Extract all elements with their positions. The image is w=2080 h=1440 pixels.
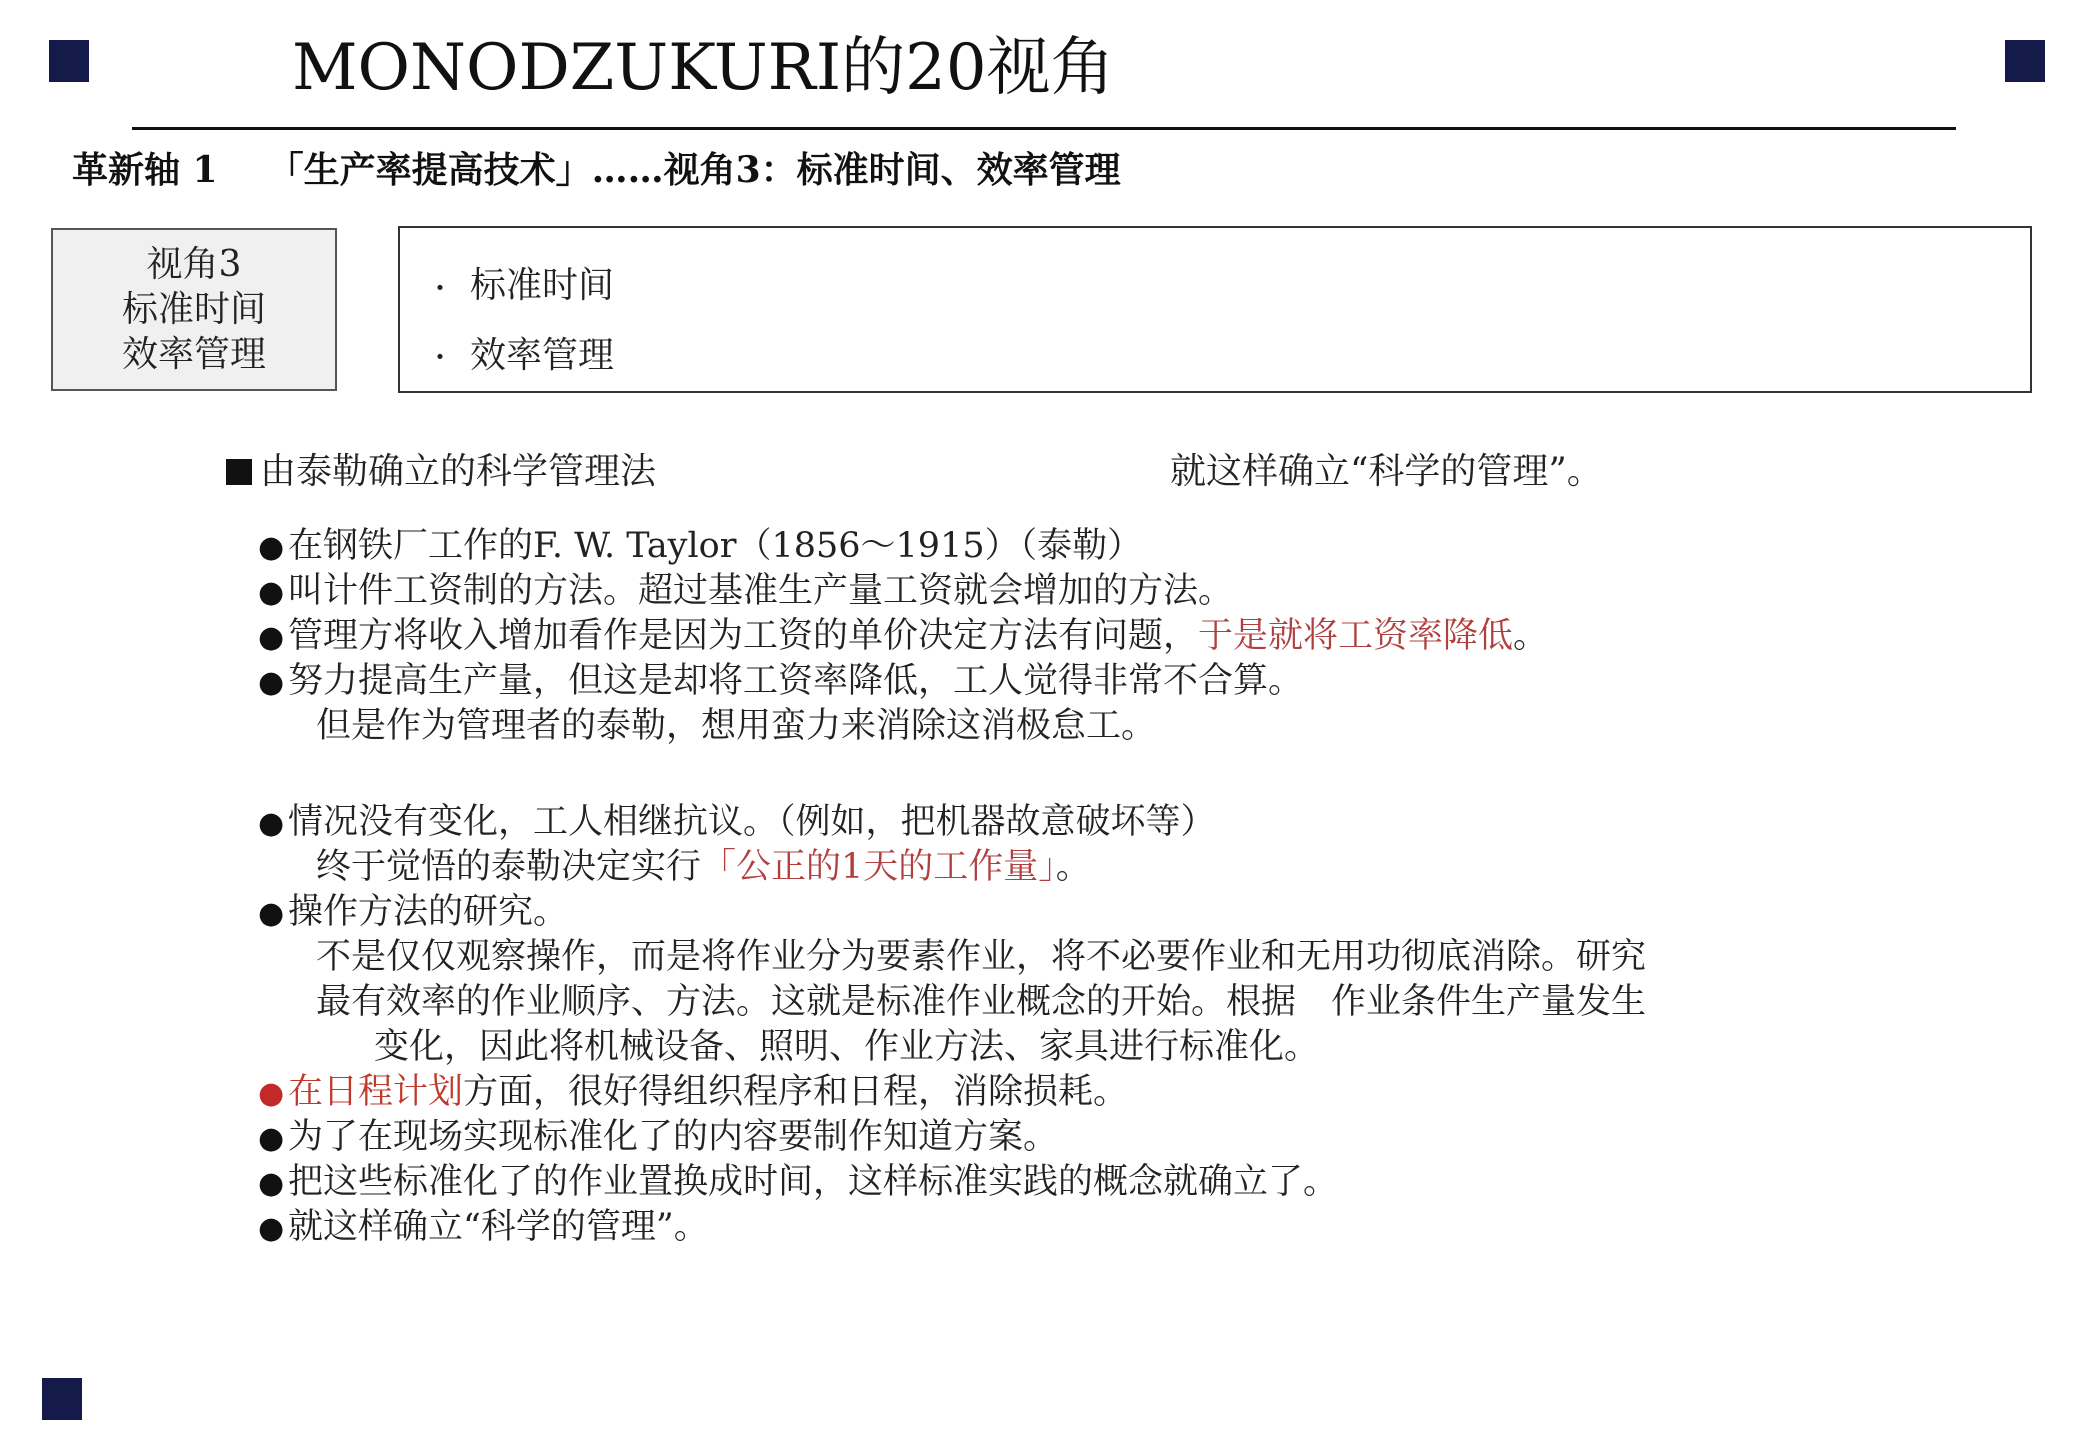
bullet-icon: ● [258, 1211, 285, 1246]
bullet-icon: ● [258, 1121, 285, 1156]
view-label-line-1: 视角3 [146, 244, 242, 285]
bullet-icon: ● [258, 1076, 285, 1111]
bullet-icon: ● [258, 575, 285, 610]
view-label-box [51, 228, 337, 391]
title-divider [132, 127, 1956, 130]
body-line: ● 为了在现场实现标准化了的内容要制作知道方案。 [258, 1115, 1058, 1161]
section-note: 就这样确立“科学的管理”。 [1170, 451, 1603, 492]
key-point [426, 322, 2030, 392]
body-line: ● 操作方法的研究。 [258, 890, 568, 936]
point-bullet: ・ [426, 271, 455, 305]
key-point-text: 标准时间 [470, 265, 615, 306]
body-line: ● 叫计件工资制的方法。超过基准生产量工资就会增加的方法。 [258, 569, 1233, 615]
body-line: 最有效率的作业顺序、方法。这就是标准作业概念的开始。根据 作业条件生产量发生 [316, 982, 1647, 1022]
body-line: ● 把这些标准化了的作业置换成时间，这样标准实践的概念就确立了。 [258, 1160, 1338, 1206]
subtitle-axis: 革新轴 1 [72, 149, 218, 191]
point-bullet: ・ [426, 341, 455, 374]
bullet-icon: ● [258, 896, 285, 931]
body-line: 终于觉悟的泰勒决定实行「公正的1天的工作量」。 [316, 847, 1091, 887]
body-line: ● 情况没有变化，工人相继抗议。（例如，把机器故意破坏等） [258, 800, 1216, 846]
body-line: ● 就这样确立“科学的管理”。 [258, 1205, 709, 1251]
bullet-icon: ● [258, 530, 285, 565]
subtitle-text: 「生产率提高技术」……视角3：标准时间、效率管理 [267, 149, 1121, 191]
corner-square-top-left [49, 40, 89, 82]
view-label-line-2: 标准时间 [121, 289, 266, 330]
bullet-icon: ● [258, 665, 285, 700]
emphasis-text: 「公正的1天的工作量」 [701, 847, 1056, 887]
corner-square-top-right [2005, 40, 2045, 82]
key-point [426, 252, 2030, 322]
slide-title: MONODZUKURI的20视角 [292, 31, 1115, 105]
body-line: ● 在日程计划方面，很好得组织程序和日程，消除损耗。 [258, 1070, 1128, 1116]
body-line: 但是作为管理者的泰勒，想用蛮力来消除这消极怠工。 [316, 706, 1157, 746]
bullet-icon: ● [258, 620, 285, 655]
bullet-icon: ● [258, 1166, 285, 1201]
body-line: 不是仅仅观察操作，而是将作业分为要素作业，将不必要作业和无用功彻底消除。研究 [316, 937, 1647, 977]
emphasis-text: 于是就将工资率降低 [1198, 616, 1514, 656]
section-heading-text: 由泰勒确立的科学管理法 [260, 451, 657, 492]
view-label-line-3: 效率管理 [121, 334, 266, 375]
corner-square-bottom-left [42, 1378, 82, 1420]
body-line: 变化，因此将机械设备、照明、作业方法、家具进行标准化。 [374, 1027, 1320, 1067]
emphasis-text: 在日程计划 [288, 1072, 464, 1112]
key-points-box [398, 226, 2032, 393]
body-line: ● 在钢铁厂工作的F. W. Taylor（1856～1915）（泰勒） [258, 524, 1142, 570]
key-point-text: 效率管理 [470, 334, 615, 376]
slide-subtitle [72, 144, 1121, 196]
body-line: ● 管理方将收入增加看作是因为工资的单价决定方法有问题，于是就将工资率降低。 [258, 614, 1548, 660]
section-heading [226, 448, 656, 496]
square-bullet-icon [226, 459, 252, 485]
bullet-icon: ● [258, 806, 285, 841]
body-line: ● 努力提高生产量，但这是却将工资率降低，工人觉得非常不合算。 [258, 659, 1303, 705]
